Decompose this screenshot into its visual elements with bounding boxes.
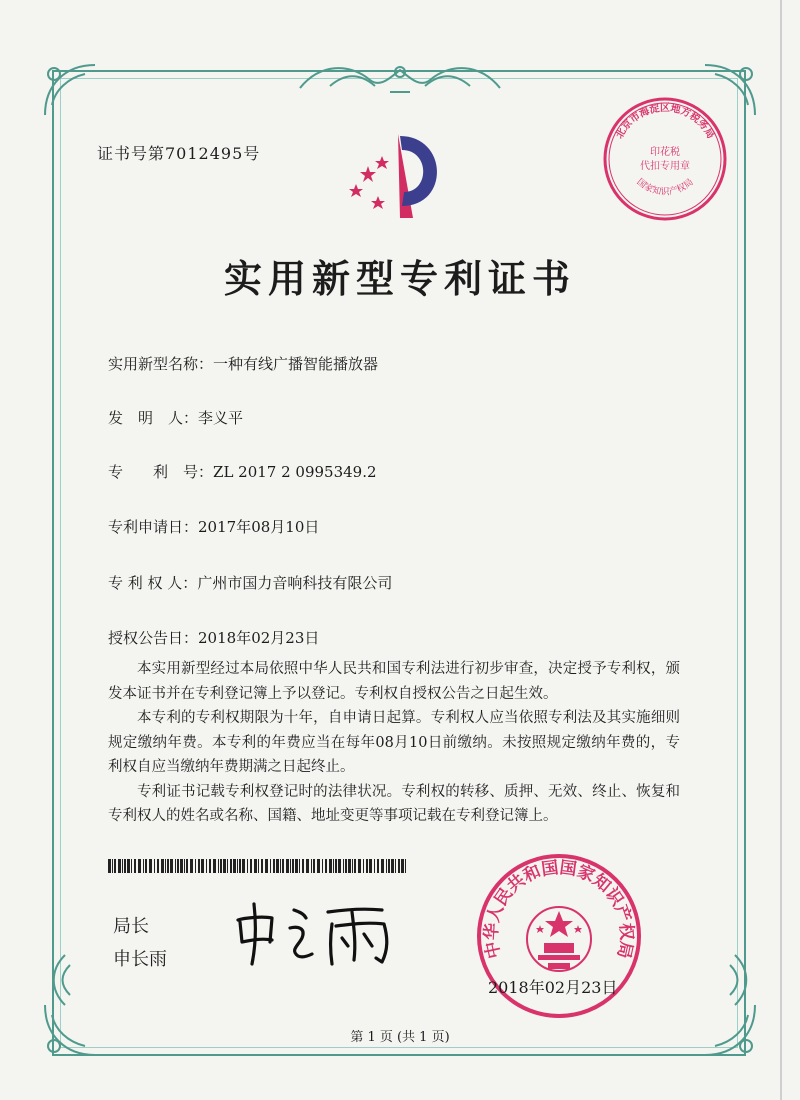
director-name: 申长雨	[113, 949, 167, 970]
tax-stamp-line2: 代扣专用章	[640, 161, 690, 172]
field-value: 一种有线广播智能播放器	[213, 355, 379, 373]
field-value: ZL 2017 2 0995349.2	[213, 463, 377, 481]
svg-text:国家知识产权局	[634, 177, 695, 198]
director-signature	[232, 898, 402, 972]
field-grant-date	[108, 627, 319, 648]
field-patentee	[108, 572, 392, 593]
tax-stamp-line1: 印花税	[650, 147, 680, 158]
issue-date: 2018年02月23日	[488, 978, 618, 997]
field-label: 实用新型名称：	[108, 355, 214, 373]
field-value: 广州市国力音响科技有限公司	[197, 574, 393, 592]
field-label: 专利申请日：	[108, 518, 199, 536]
body-paragraph: 专利证书记载专利权登记时的法律状况。专利权的转移、质押、无效、终止、恢复和专利权人的姓名或名称、国籍、地址变更等事项记载在专利登记簿上。	[108, 783, 680, 824]
side-ornament-right	[725, 950, 755, 1010]
barcode	[108, 858, 408, 877]
national-emblem-icon	[527, 907, 591, 971]
tax-stamp-bottom-text: 国家知识产权局	[634, 177, 696, 198]
body-paragraph: 本实用新型经过本局依照中华人民共和国专利法进行初步审查，决定授予专利权，颁发本证书并在专利登记簿上予以登记。专利权自授权公告之日起生效。	[108, 661, 680, 702]
tax-stamp	[599, 93, 731, 229]
certificate-title: 实用新型专利证书	[223, 256, 576, 301]
field-inventor	[108, 407, 243, 428]
field-value: 李义平	[198, 409, 244, 427]
tax-stamp-ring-text: 北京市海淀区地方税务局	[614, 103, 716, 141]
field-label: 专 利 号：	[108, 463, 214, 481]
field-label: 授权公告日：	[108, 629, 199, 647]
field-value: 2017年08月10日	[198, 518, 320, 536]
body-paragraph: 本专利的专利权期限为十年，自申请日起算。专利权人应当依照专利法及其实施细则规定缴纳年费。本专利的年费应当在每年08月10日前缴纳。未按照规定缴纳年费的，专利权自应当缴纳年费期满之日起终止。	[108, 710, 680, 775]
field-label: 发 明 人：	[108, 409, 199, 427]
patent-office-logo-icon	[338, 126, 458, 230]
side-ornament-left	[45, 950, 75, 1010]
field-value: 2018年02月23日	[198, 629, 320, 647]
field-label: 专 利 权 人：	[108, 574, 198, 592]
field-utility-model-name	[108, 353, 378, 374]
director-title: 局长	[113, 916, 149, 937]
certificate-body	[108, 657, 680, 829]
corner-ornament-top-left	[40, 60, 100, 120]
field-patent-number	[108, 461, 377, 482]
official-seal	[474, 851, 644, 1025]
official-seal-text: 中华人民共和国国家知识产权局	[481, 857, 637, 961]
page-footer: 第 1 页 (共 1 页)	[350, 1030, 450, 1045]
top-ornament	[290, 58, 510, 98]
scan-edge	[780, 0, 782, 1100]
svg-text:北京市海淀区地方税务局	[613, 101, 717, 141]
field-application-date	[108, 516, 319, 537]
certificate-number: 证书号第7012495号	[97, 144, 261, 163]
